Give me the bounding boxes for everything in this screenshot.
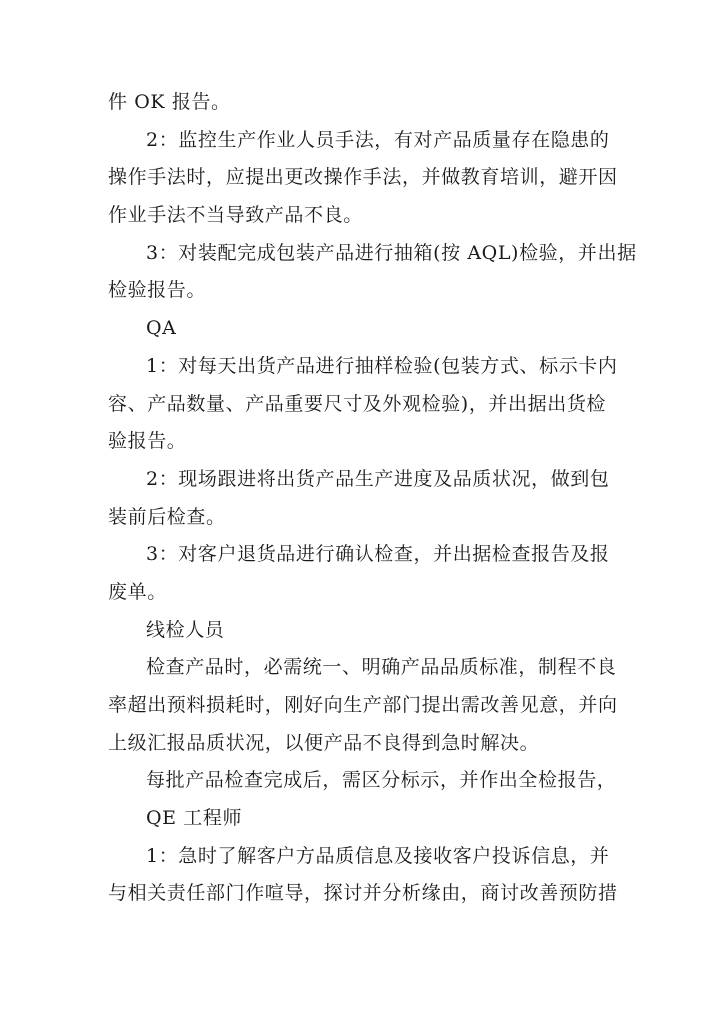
text-line: 与相关责任部门作喧导，探讨并分析缘由，商讨改善预防措 [108,882,618,905]
text-line: 作业手法不当导致产品不良。 [108,204,363,227]
text-line: 1：对每天出货产品进行抽样检验(包装方式、标示卡内 [146,354,618,377]
text-line: 2：监控生产作业人员手法，有对产品质量存在隐患的 [146,128,610,151]
section-heading-qa: QA [146,317,177,340]
section-heading-line-inspector: 线检人员 [146,618,225,641]
text-line: 2：现场跟进将出货产品生产进度及品质状况，做到包 [146,467,610,490]
text-line: 容、产品数量、产品重要尺寸及外观检验)，并出据出货检 [108,392,607,415]
text-line: 废单。 [108,580,167,603]
text-line: 验报告。 [108,430,187,453]
text-line: 件 OK 报告。 [108,91,231,113]
text-line: 每批产品检查完成后，需区分标示，并作出全检报告， [146,769,617,792]
document-body [108,84,637,913]
text-line: 上级汇报品质状况，以便产品不良得到急时解决。 [108,731,540,754]
text-line: 3：对装配完成包装产品进行抽箱(按 AQL)检验，并出据 [146,241,637,264]
text-line: 率超出预料损耗时，刚好向生产部门提出需改善见意，并向 [108,694,618,716]
text-line: 检查产品时，必需统一、明确产品品质标准，制程不良 [146,656,617,679]
section-heading-qe-engineer: QE 工程师 [146,807,243,830]
text-line: 1：急时了解客户方品质信息及接收客户投诉信息，并 [146,844,610,867]
text-line: 装前后检查。 [108,505,226,528]
text-line: 3：对客户退货品进行确认检查，并出据检查报告及报 [146,543,610,566]
text-line: 操作手法时，应提出更改操作手法，并做教育培训，避开因 [108,166,618,189]
text-line: 检验报告。 [108,279,207,302]
